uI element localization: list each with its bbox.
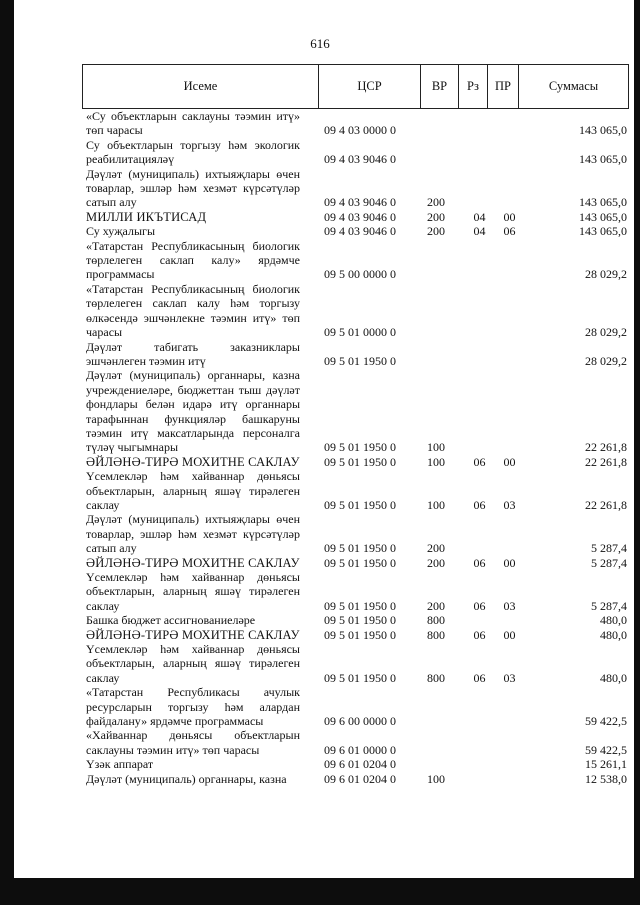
- header-pr: ПР: [488, 65, 519, 108]
- row-csr: 09 5 01 0000 0: [324, 325, 396, 340]
- table-body: [86, 109, 627, 786]
- row-name: «Татарстан Республикасының биологик төрлелеген саклап калу һәм торгызу өлкәсендә эшчәнлекне тәэмин итү» төп чарасы: [86, 281, 300, 340]
- row-vr: 100: [427, 497, 445, 512]
- row-pr: 00: [503, 209, 516, 224]
- row-name: Үсемлекләр һәм хайваннар дөньясы объектларын, аларның яшәү тирәлеген саклау: [86, 570, 300, 613]
- table-row: [86, 210, 627, 224]
- row-name: Дәүләт (муниципаль) ихтыяҗлары өчен товарлар, эшләр һәм хезмәт күрсәтүләр сатып алу: [86, 166, 300, 210]
- header-sum: Суммасы: [548, 79, 599, 93]
- header-rz: Рз: [459, 65, 488, 108]
- row-rz: 04: [473, 209, 486, 224]
- row-vr: 100: [427, 771, 445, 786]
- table-row: [86, 469, 627, 512]
- table-row: [86, 282, 627, 340]
- row-sum: 480,0: [600, 613, 627, 628]
- page-number: 616: [310, 36, 330, 51]
- row-sum: 5 287,4: [591, 598, 627, 613]
- table-row: [86, 138, 627, 167]
- row-name: Үсемлекләр һәм хайваннар дөньясы объектларын, аларның яшәү тирәлеген саклау: [86, 469, 300, 512]
- table-row: [86, 109, 627, 138]
- row-sum: 143 065,0: [579, 123, 627, 138]
- table-row: [86, 224, 627, 238]
- row-sum: 143 065,0: [579, 209, 627, 224]
- row-sum: 28 029,2: [585, 353, 627, 368]
- row-rz: 06: [473, 555, 486, 570]
- row-name: Дәүләт табигать заказниклары эшчәнлеген тәэмин итү: [86, 339, 300, 368]
- row-name: ӘЙЛӘНӘ-ТИРӘ МОХИТНЕ САКЛАУ: [86, 627, 300, 642]
- row-csr: 09 5 01 1950 0: [324, 440, 396, 455]
- row-vr: 200: [427, 195, 445, 210]
- table-row: [86, 556, 627, 570]
- row-csr: 09 4 03 9046 0: [324, 152, 396, 167]
- row-pr: 03: [503, 497, 516, 512]
- row-name: ӘЙЛӘНӘ-ТИРӘ МОХИТНЕ САКЛАУ: [86, 555, 300, 570]
- row-pr: 00: [503, 454, 516, 469]
- scan-edge-left: [0, 0, 14, 905]
- row-csr: 09 5 01 1950 0: [324, 454, 396, 469]
- row-vr: 200: [427, 555, 445, 570]
- row-name: Дәүләт (муниципаль) ихтыяҗлары өчен товарлар, эшләр һәм хезмәт күрсәтүләр сатып алу: [86, 512, 300, 556]
- table-row: [86, 368, 627, 454]
- row-vr: 800: [427, 627, 445, 642]
- row-name: Су хуҗалыгы: [86, 224, 156, 239]
- row-csr: 09 4 03 9046 0: [324, 209, 396, 224]
- row-rz: 06: [473, 670, 486, 685]
- table-row: [86, 757, 627, 771]
- row-csr: 09 4 03 9046 0: [324, 195, 396, 210]
- row-vr: 200: [427, 541, 445, 556]
- row-csr: 09 5 01 1950 0: [324, 613, 396, 628]
- scan-edge-bottom: [0, 878, 640, 905]
- table-row: [86, 455, 627, 469]
- row-name: Башка бюджет ассигнованиеләре: [86, 613, 256, 628]
- row-sum: 5 287,4: [591, 541, 627, 556]
- row-csr: 09 5 01 1950 0: [324, 670, 396, 685]
- row-csr: 09 6 00 0000 0: [324, 714, 396, 729]
- row-csr: 09 4 03 0000 0: [324, 123, 396, 138]
- row-pr: 06: [503, 224, 516, 239]
- row-sum: 28 029,2: [585, 267, 627, 282]
- row-vr: 100: [427, 454, 445, 469]
- row-pr: 00: [503, 555, 516, 570]
- row-csr: 09 6 01 0204 0: [324, 757, 396, 772]
- table-row: [86, 728, 627, 757]
- row-rz: 06: [473, 454, 486, 469]
- table-row: [86, 628, 627, 642]
- row-sum: 480,0: [600, 627, 627, 642]
- row-csr: 09 5 01 1950 0: [324, 353, 396, 368]
- row-sum: 28 029,2: [585, 325, 627, 340]
- row-sum: 22 261,8: [585, 454, 627, 469]
- row-vr: 200: [427, 209, 445, 224]
- table-row: [86, 239, 627, 282]
- row-rz: 04: [473, 224, 486, 239]
- row-sum: 143 065,0: [579, 152, 627, 167]
- table-header: [82, 64, 629, 109]
- row-csr: 09 6 01 0000 0: [324, 742, 396, 757]
- row-vr: 800: [427, 670, 445, 685]
- row-csr: 09 5 01 1950 0: [324, 497, 396, 512]
- row-rz: 06: [473, 598, 486, 613]
- row-sum: 22 261,8: [585, 497, 627, 512]
- row-pr: 03: [503, 598, 516, 613]
- table-row: [86, 772, 627, 786]
- table-row: [86, 512, 627, 555]
- row-vr: 200: [427, 598, 445, 613]
- row-name: «Су объектларын саклауны тәэмин итү» төп чарасы: [86, 109, 300, 138]
- row-name: ӘЙЛӘНӘ-ТИРӘ МОХИТНЕ САКЛАУ: [86, 454, 300, 469]
- row-vr: 200: [427, 224, 445, 239]
- header-name: Исеме: [83, 65, 319, 108]
- header-csr: ЦСР: [319, 65, 421, 108]
- row-name: Дәүләт (муниципаль) органнары, казна учреждениеләре, бюджеттан тыш дәүләт фондлары белән идарә итү органнары тарафыннан функцияләр башкаруны тәэмин итү максатларында персоналга түләү чыгымнары: [86, 368, 300, 455]
- row-name: МИЛЛИ ИКЪТИСАД: [86, 209, 207, 224]
- row-sum: 59 422,5: [585, 742, 627, 757]
- row-rz: 06: [473, 627, 486, 642]
- row-sum: 22 261,8: [585, 440, 627, 455]
- row-csr: 09 5 00 0000 0: [324, 267, 396, 282]
- row-sum: 12 538,0: [585, 771, 627, 786]
- row-csr: 09 5 01 1950 0: [324, 627, 396, 642]
- table-row: [86, 570, 627, 613]
- row-csr: 09 6 01 0204 0: [324, 771, 396, 786]
- row-sum: 480,0: [600, 670, 627, 685]
- row-pr: 00: [503, 627, 516, 642]
- row-vr: 100: [427, 440, 445, 455]
- row-name: Үсемлекләр һәм хайваннар дөньясы объектларын, аларның яшәү тирәлеген саклау: [86, 642, 300, 685]
- table-row: [86, 613, 627, 627]
- row-rz: 06: [473, 497, 486, 512]
- row-name: «Татарстан Республикасының биологик төрлелеген саклап калу» ярдәмче программасы: [86, 238, 300, 282]
- table-row: [86, 340, 627, 369]
- row-sum: 5 287,4: [591, 555, 627, 570]
- row-name: Дәүләт (муниципаль) органнары, казна: [86, 771, 287, 786]
- row-csr: 09 5 01 1950 0: [324, 541, 396, 556]
- row-csr: 09 5 01 1950 0: [324, 555, 396, 570]
- row-name: Су объектларын торгызу һәм экологик реабилитацияләү: [86, 137, 300, 167]
- header-vr: ВР: [421, 65, 459, 108]
- row-name: Үзәк аппарат: [86, 757, 154, 772]
- row-name: «Татарстан Республикасы ачулык ресурсларын торгызу һәм алардан файдалану» ярдәмче программасы: [86, 685, 300, 729]
- row-name: «Хайваннар дөньясы объектларын саклауны тәэмин итү» төп чарасы: [86, 728, 300, 757]
- row-sum: 15 261,1: [585, 757, 627, 772]
- row-sum: 143 065,0: [579, 224, 627, 239]
- row-sum: 143 065,0: [579, 195, 627, 210]
- table-row: [86, 167, 627, 210]
- row-vr: 800: [427, 613, 445, 628]
- scan-edge-right: [634, 0, 640, 905]
- row-pr: 03: [503, 670, 516, 685]
- table-row: [86, 642, 627, 685]
- row-sum: 59 422,5: [585, 714, 627, 729]
- row-csr: 09 5 01 1950 0: [324, 598, 396, 613]
- row-csr: 09 4 03 9046 0: [324, 224, 396, 239]
- table-row: [86, 685, 627, 728]
